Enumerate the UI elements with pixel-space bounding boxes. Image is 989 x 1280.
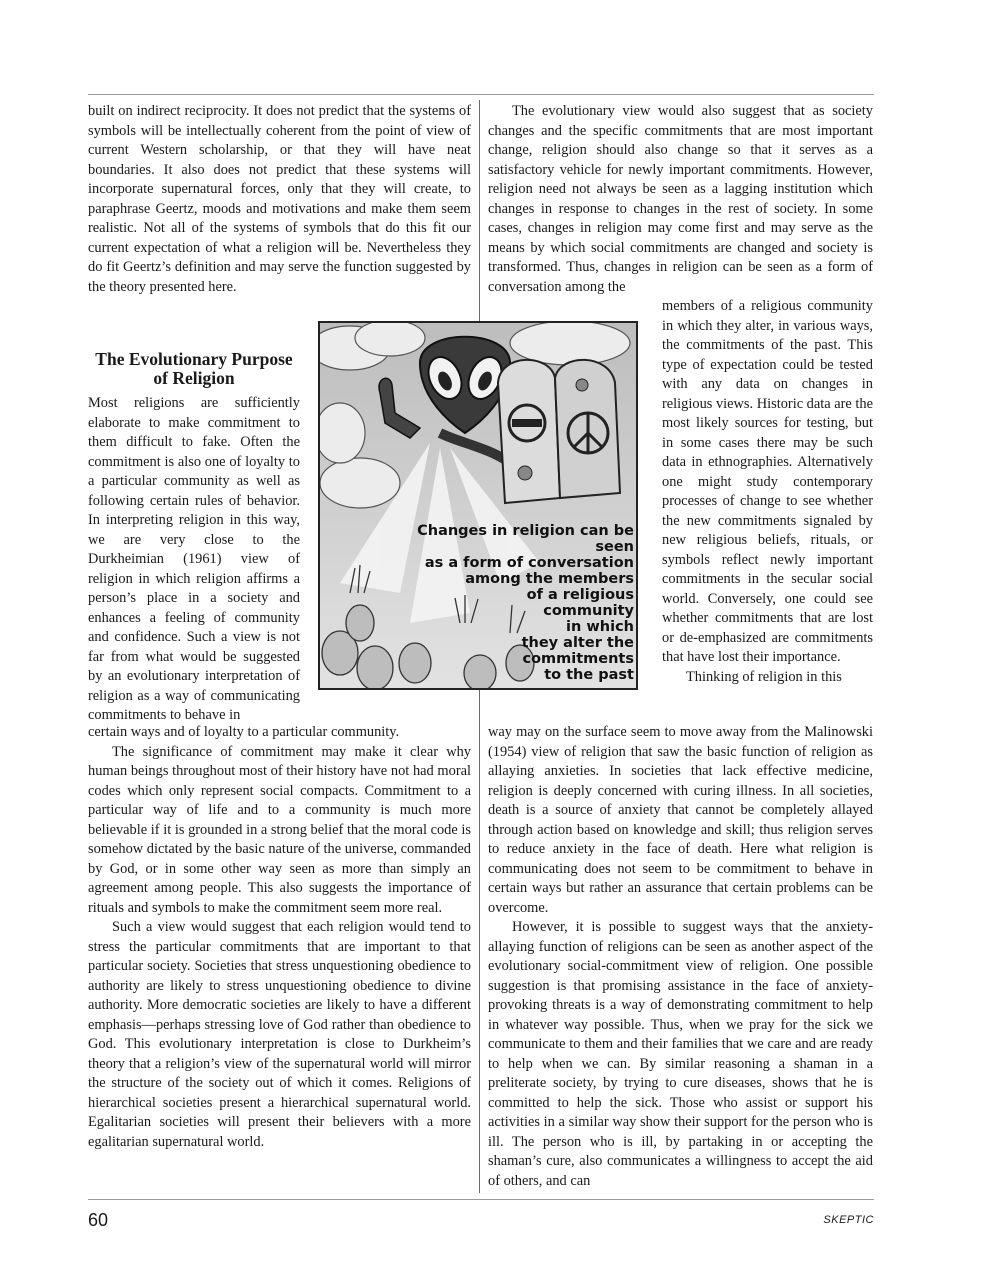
section	[88, 350, 300, 726]
left-column-bottom	[88, 723, 471, 1152]
right-narrow	[662, 297, 873, 687]
paragraph: Such a view would suggest that each religion would tend to stress the particular commitments that are important to that particular society. Societies that stress unquestioning obedience to authority are likely to stress unquestioning obedience to divine authority. More democratic societies are likely to have a different emphasis—perhaps stressing love of God rather than obedience to God. This evolutionary interpretation is close to Durkheim’s theory that a religion’s view of the supernatural world will mirror the structure of the society out of which it comes. Religions of hierarchical societies present a hierarchical supernatural world. Egalitarian societies will present their believers with a more egalitarian supernatural world.	[88, 919, 471, 1150]
paragraph: way may on the surface seem to move away from the Malinowski (1954) view of religion that saw the basic function of religion as allaying anxieties. In societies that lack effective medicine, religion is deeply concerned with curing illness. In all societies, death is a source of anxiety that cannot be completely allayed through action based on knowledge and skill; thus religion serves to reduce anxiety in the face of death. Here what religion is communicating does not seem to be commitment to behave in certain ways but rather an assurance that certain problems can be overcome.	[488, 724, 873, 916]
paragraph: However, it is possible to suggest ways that the anxiety-allaying function of religions can be seen as another aspect of the evolutionary social-commitment view of religion. One possible suggestion is that promising assistance in the face of anxiety-provoking threats is a way of demonstrating commitment to help in whatever way possible. Thus, when we pray for the sick we communicate to them and their families that we care and are ready to help when we can. By similar reasoning a shaman in a preliterate society, by trying to cure diseases, shows that he is committed to help the sick. Those who assist or support his activities in a similar way show their support for the person who is ill. The person who is ill, by partaking in or accepting the shaman’s cure, also communicates a willingness to accept the aid of others, and can	[488, 919, 873, 1189]
top-rule	[88, 94, 874, 95]
paragraph: Most religions are sufficiently elaborate to make commitment to them difficult to fake. Often the commitment is also one of loyalty to a particular community as well as following certain rules of behavior. In interpreting religion in this way, we are very close to the Durkheimian (1961) view of religion in which religion affirms a person’s place in a society and enhances a feeling of community and confidence. Such a view is not far from what would be suggested by an evolutionary interpretation of religion as a way of communicating commitments to behave in	[88, 395, 300, 723]
caption-line: as a form of conversation	[424, 555, 634, 571]
illustration	[318, 321, 638, 690]
caption-line: among the members	[465, 571, 634, 587]
caption-line: they alter the	[521, 635, 634, 651]
paragraph: The evolutionary view would also suggest that as society changes and the specific commitments that are most important change, religion should also change so that it serves as a satisfactory vehicle for newly important commitments. However, religion need not always be seen as a lagging institution which changes in response to changes in the rest of society. In some cases, changes in religion may come first and may serve as the means by which social commitments are changed and society is transformed. Thus, changes in religion can be seen as a form of conversation among the	[488, 103, 873, 295]
stone-tablets	[498, 360, 620, 503]
bottom-rule	[88, 1199, 874, 1200]
right-column-top	[488, 102, 873, 297]
caption-line: to the past	[544, 667, 634, 683]
paragraph: certain ways and of loyalty to a particular community.	[88, 724, 400, 740]
page-number: 60	[88, 1210, 109, 1230]
magazine-name: SKEPTIC	[823, 1214, 874, 1226]
paragraph: built on indirect reciprocity. It does not predict that the systems of symbols will be intellectually coherent from the point of view of current Western scholarship, or that they will have neat boundaries. It also does not predict that these systems will incorporate supernatural forces, only that they will create, to paraphrase Geertz, moods and motivations and make them seem realistic. Not all of the systems of symbols that do this fit our current expectation of what a religion will be. Nevertheless they do fit Geertz’s definition and may serve the function suggested by the theory presented here.	[88, 103, 471, 295]
section-heading: The Evolutionary Purpose of Religion	[95, 349, 293, 388]
caption-line: commitments	[522, 651, 634, 667]
paragraph: The significance of commitment may make it clear why human beings throughout most of their history have not had moral codes which only represent social compacts. Commitment to a particular way of life and to a community is much more believable if it is grounded in a strong belief that the moral code is somehow dictated by the basic nature of the universe, commanded by God, or in some other way seen as more than simply an agreement among people. This also suggests the importance of rituals and symbols to make the commitment seem more real.	[88, 743, 471, 916]
caption-line: of a religious	[526, 587, 634, 603]
paragraph: Thinking of religion in this	[686, 668, 842, 685]
right-column-bottom	[488, 723, 873, 1191]
illustration-caption	[404, 523, 634, 683]
caption-line: Changes in religion can be seen	[417, 523, 634, 555]
paragraph: members of a religious community in which they alter, in various ways, the commitments of the past. This type of expectation could be tested with any data on changes in religious views. Historic data are the most likely sources for testing, but in some cases there may be such data in ethnographies. Alternatively one might study contemporary processes of change to see whether the new commitments signaled by new religious beliefs, rituals, or symbols reflect newly important commitments in the secular social world. Conversely, one could see whether commitments that are lost or de-emphasized are commitments that have lost their importance.	[662, 298, 873, 665]
caption-line: in which	[566, 619, 634, 635]
caption-line: community	[543, 603, 634, 619]
left-column-top	[88, 102, 471, 297]
